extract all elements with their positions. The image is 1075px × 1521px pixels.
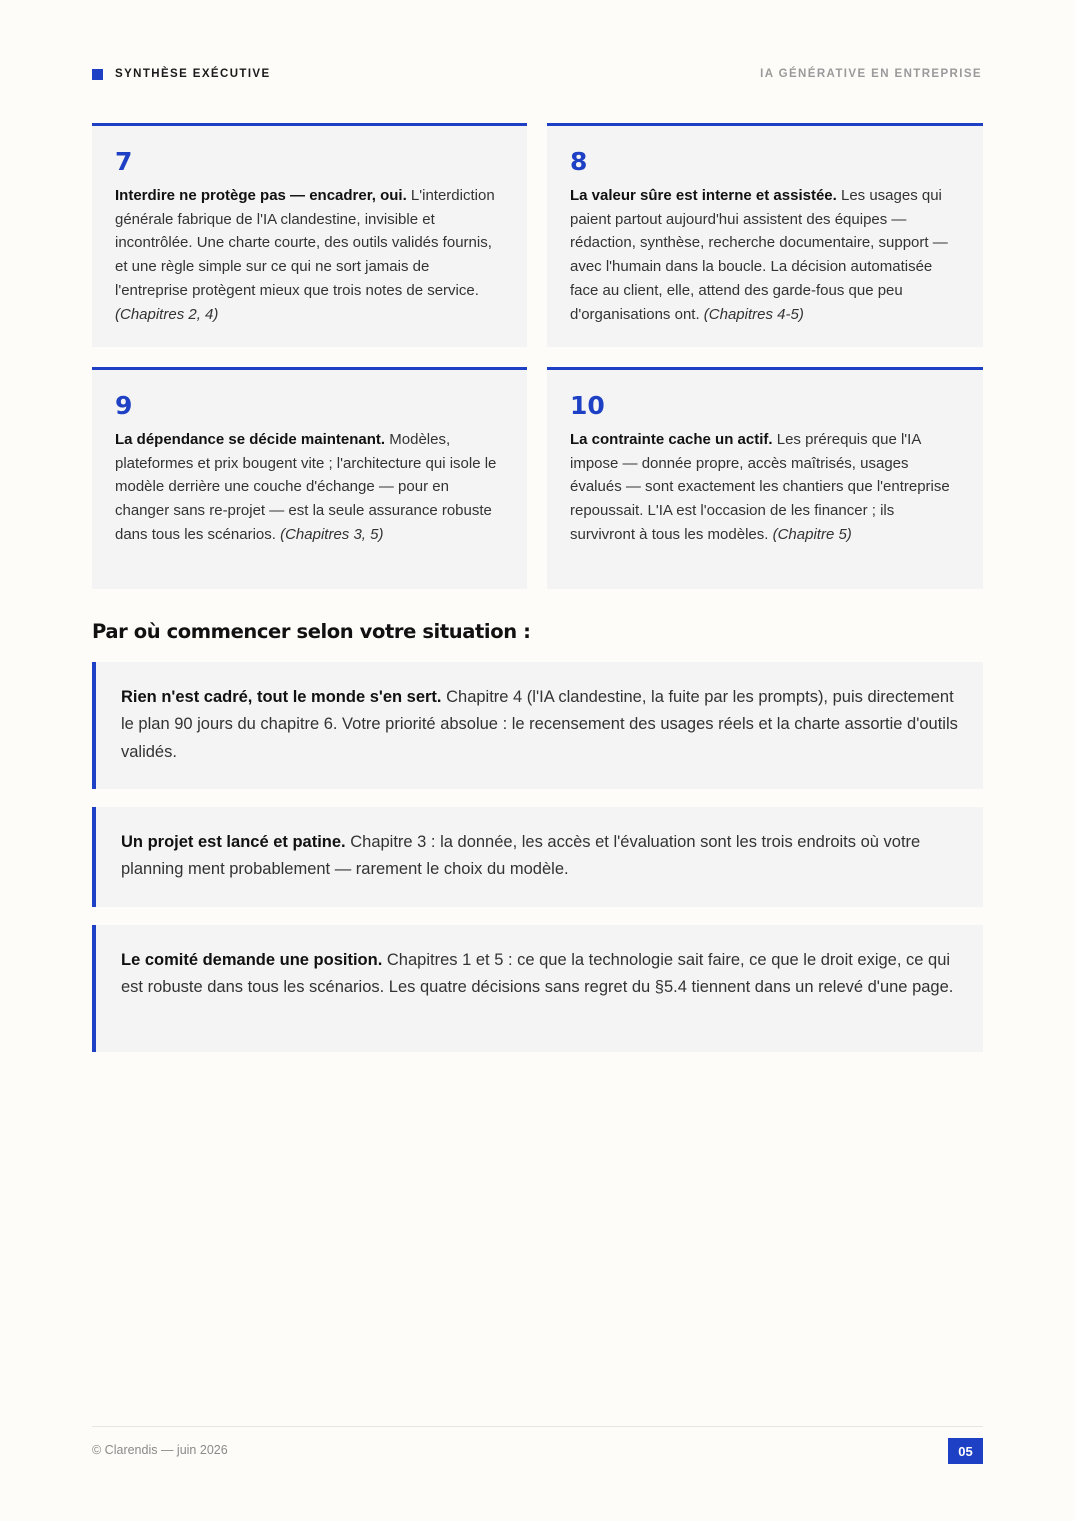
key-point-number: 8	[570, 147, 588, 176]
scenario-lead: Rien n'est cadré, tout le monde s'en sert.	[121, 688, 442, 706]
key-point-reference: (Chapitres 3, 5)	[280, 525, 384, 543]
scenario-body: Chapitre 4 (l'IA clandestine, la fuite par les prompts), puis directement le plan 90 jours du chapitre 6. Votre priorité absolue : le recensement des usages réels et la charte assortie d'outils validés.	[121, 688, 958, 761]
scenario-text	[121, 684, 958, 766]
key-point-reference: (Chapitres 2, 4)	[115, 305, 219, 323]
scenario-body: Chapitres 1 et 5 : ce que la technologie sait faire, ce que le droit exige, ce qui est robuste dans tous les scénarios. Les quatre décisions sans regret du §5.4 tiennent dans un relevé d'une page.	[121, 951, 954, 997]
key-point-card	[547, 123, 983, 347]
scenario-text	[121, 947, 958, 1002]
key-point-number: 7	[115, 147, 133, 176]
key-point-lead: La dépendance se décide maintenant.	[115, 431, 386, 448]
scenario-body: Chapitre 3 : la donnée, les accès et l'évaluation sont les trois endroits où votre planning ment probablement — rarement le choix du modèle.	[121, 833, 921, 879]
key-point-text	[115, 428, 504, 547]
key-point-text	[570, 428, 960, 547]
key-point-body: Les usages qui paient partout aujourd'hui assistent des équipes — rédaction, synthèse, recherche documentaire, support — avec l'humain dans la boucle. La décision automatisée face au client, elle, attend des garde-fous que peu d'organisations ont.	[570, 187, 948, 323]
page-header	[92, 66, 982, 82]
key-points-grid	[92, 123, 983, 589]
key-point-card	[92, 367, 527, 589]
scenario-lead: Un projet est lancé et patine.	[121, 833, 346, 851]
key-point-lead: Interdire ne protège pas — encadrer, oui.	[115, 187, 407, 204]
key-point-body: L'interdiction générale fabrique de l'IA clandestine, invisible et incontrôlée. Une charte courte, des outils validés fournis, et une règle simple sur ce qui ne sort jamais de l'entreprise protègent mieux que trois notes de service.	[115, 187, 495, 299]
section-heading: Par où commencer selon votre situation :	[92, 620, 531, 643]
scenario-lead: Le comité demande une position.	[121, 951, 383, 969]
key-point-lead: La valeur sûre est interne et assistée.	[570, 187, 837, 204]
key-point-reference: (Chapitres 4-5)	[703, 305, 804, 323]
document-title: IA GÉNÉRATIVE EN ENTREPRISE	[760, 68, 982, 80]
key-point-body: Les prérequis que l'IA impose — donnée propre, accès maîtrisés, usages évalués — sont exactement les chantiers que l'entreprise repoussait. L'IA est l'occasion de les financer ; ils survivront à tous les modèles.	[570, 431, 950, 543]
scenario-callout	[92, 662, 983, 789]
key-point-text	[115, 184, 504, 326]
key-point-text	[570, 184, 960, 326]
scenario-callout	[92, 925, 983, 1052]
square-bullet-icon	[92, 69, 103, 80]
key-point-card	[92, 123, 527, 347]
section-label-text: SYNTHÈSE EXÉCUTIVE	[115, 68, 271, 80]
key-point-number: 10	[570, 391, 605, 420]
key-point-reference: (Chapitre 5)	[772, 525, 852, 543]
key-point-number: 9	[115, 391, 133, 420]
scenario-text	[121, 829, 958, 884]
section-label	[92, 68, 271, 80]
scenario-callout	[92, 807, 983, 907]
page-number-badge: 05	[948, 1438, 983, 1464]
footer-divider	[92, 1426, 983, 1427]
footer-copyright: © Clarendis — juin 2026	[92, 1443, 228, 1457]
key-point-card	[547, 367, 983, 589]
key-point-body: Modèles, plateformes et prix bougent vite ; l'architecture qui isole le modèle derrière une couche d'échange — pour en changer sans re-projet — est la seule assurance robuste dans tous les scénarios.	[115, 431, 497, 543]
key-point-lead: La contrainte cache un actif.	[570, 431, 773, 448]
